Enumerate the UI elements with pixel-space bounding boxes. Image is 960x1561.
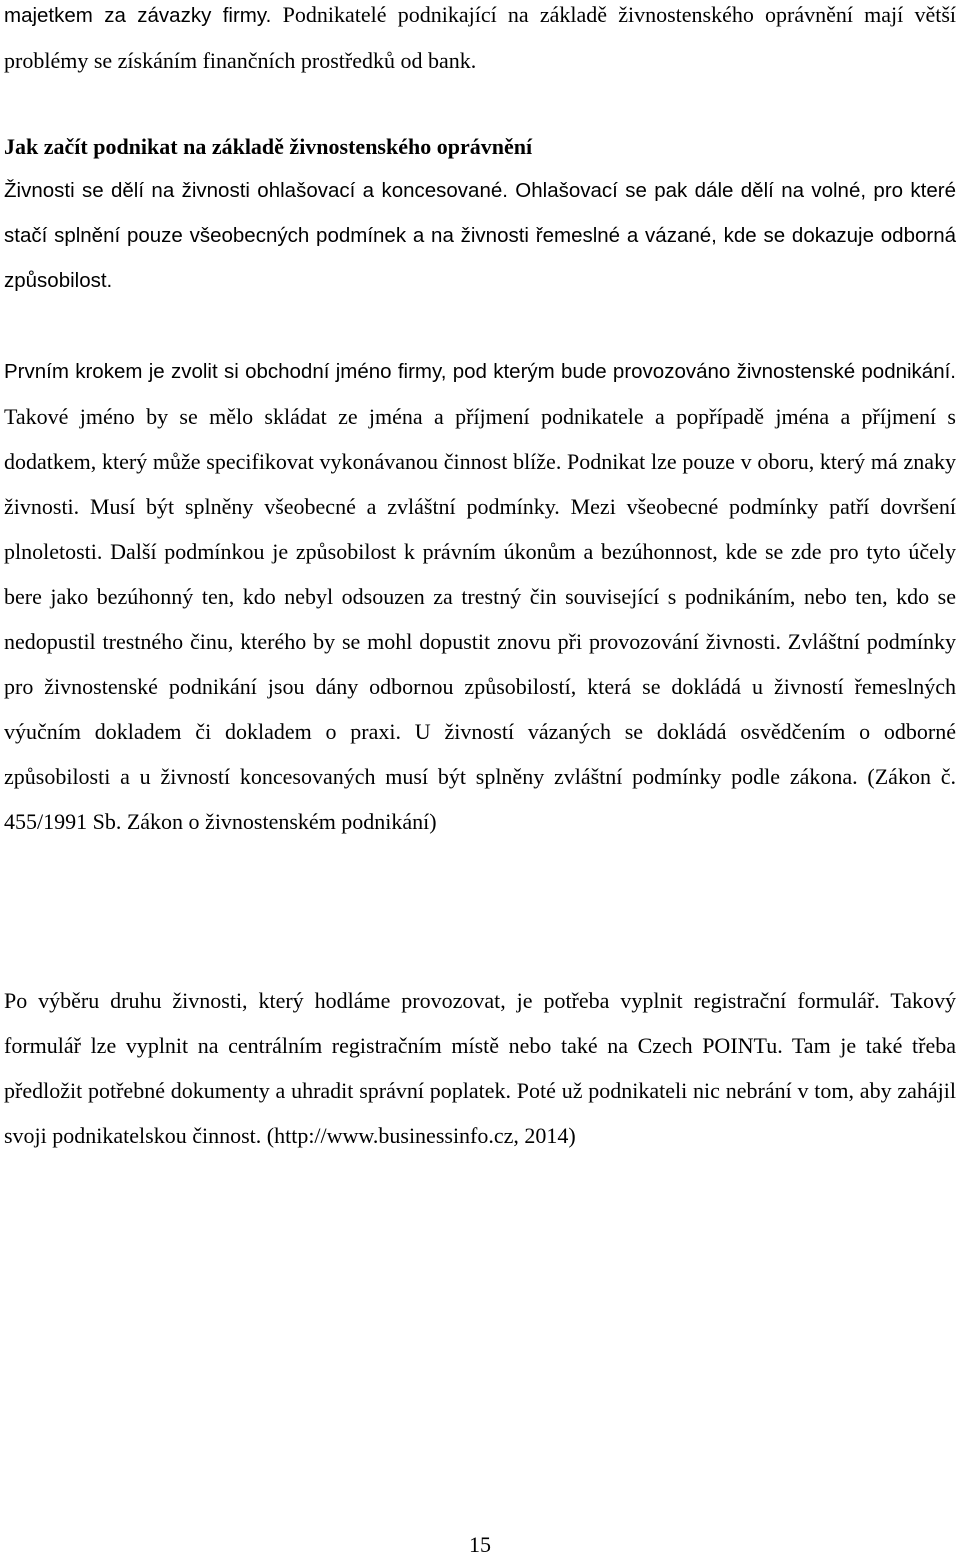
paragraph-zivnosti-types: [4, 168, 956, 303]
paragraph-registration-text: Po výběru druhu živnosti, který hodláme provozovat, je potřeba vyplnit registrační formulář. Takový formulář lze vyplnit na centrálním registračním místě nebo také na Czech POINTu. Tam je také třeba předložit potřebné dokumenty a uhradit správní poplatek. Poté už podnikateli nic nebrání v tom, aby zahájil svoji podnikatelskou činnost. (http://www.businessinfo.cz, 2014): [4, 988, 956, 1148]
paragraph-business-name-sans-text: Prvním krokem je zvolit si obchodní jméno firmy, pod kterým bude provozováno živnostenské podnikání.: [4, 360, 956, 383]
intro-paragraph-serif-text: Podnikatelé podnikající na základě živnostenského oprávnění mají větší problémy se získáním finančních prostředků od bank.: [4, 2, 957, 73]
section-heading: Jak začít podnikat na základě živnostenského oprávnění: [4, 134, 533, 159]
intro-paragraph-sans-text: majetkem za závazky firmy.: [4, 4, 283, 27]
page-number: 15: [469, 1532, 491, 1557]
paragraph-business-name: [4, 348, 956, 844]
paragraph-business-name-serif-text: Takové jméno by se mělo skládat ze jména a příjmení podnikatele a popřípadě jména a příjmení s dodatkem, který může specifikovat vykonávanou činnost blíže. Podnikat lze pouze v oboru, který má znaky živnosti. Musí být splněny všeobecné a zvláštní podmínky. Mezi všeobecné podmínky patří dovršení plnoletosti. Další podmínkou je způsobilost k právním úkonům a bezúhonnost, kde se zde pro tyto účely bere jako bezúhonný ten, kdo nebyl odsouzen za trestný čin související s podnikáním, nebo ten, kdo se nedopustil trestného činu, kterého by se mohl dopustit znovu při provozování živnosti. Zvláštní podmínky pro živnostenské podnikání jsou dány odbornou způsobilostí, která se dokládá u živností řemeslných výučním dokladem či dokladem o praxi. U živností vázaných se dokládá osvědčením o odborné způsobilosti a u živností koncesovaných musí být splněny zvláštní podmínky podle zákona. (Zákon č. 455/1991 Sb. Zákon o živnostenském podnikání): [4, 404, 956, 834]
paragraph-zivnosti-types-text: Živnosti se dělí na živnosti ohlašovací a koncesované. Ohlašovací se pak dále dělí na volné, pro které stačí splnění pouze všeobecných podmínek a na živnosti řemeslné a vázané, kde se dokazuje odborná způsobilost.: [4, 179, 956, 292]
intro-paragraph: [4, 0, 956, 83]
paragraph-registration: [4, 978, 956, 1158]
